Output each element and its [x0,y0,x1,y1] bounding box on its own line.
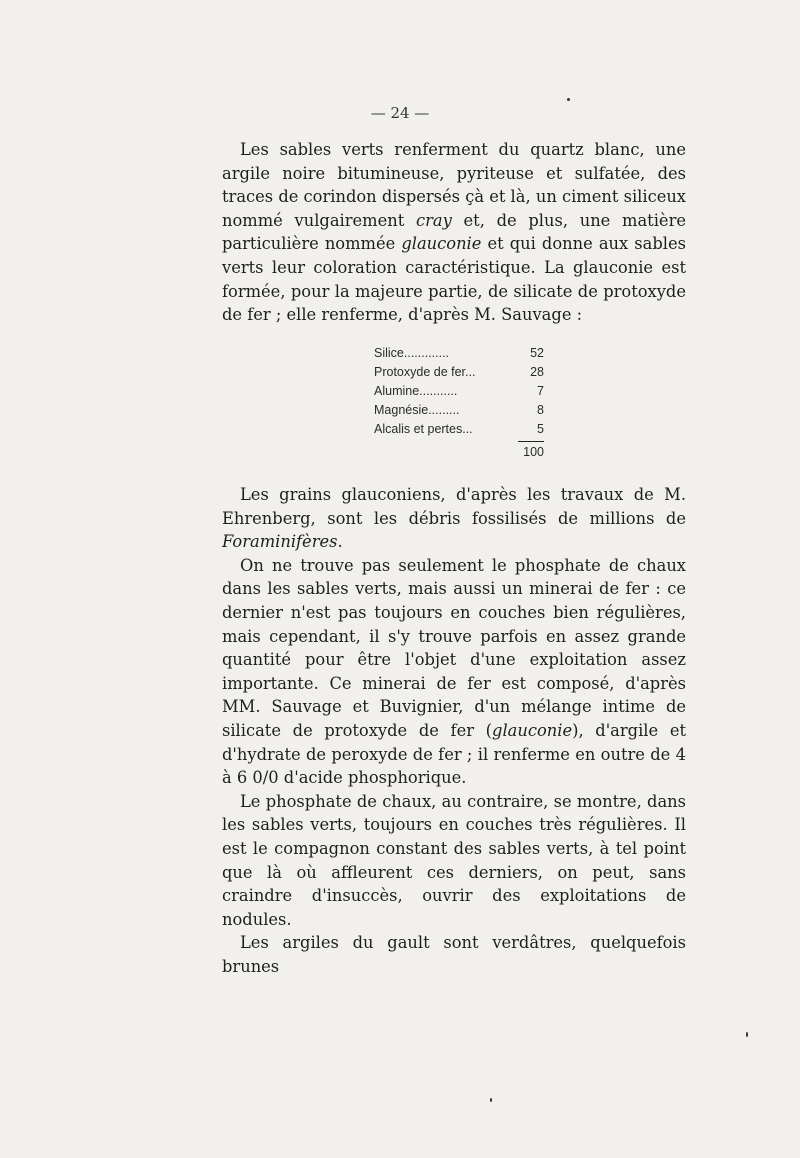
term-glauconie: glauconie [401,234,482,254]
composition-row [374,382,544,401]
paragraph-2-text-b: . [337,532,343,552]
paragraph-sables-verts [222,138,686,327]
term-glauconie-2: glauconie [492,720,573,740]
composition-name: Silice............. [374,346,450,360]
glauconie-composition-table [374,344,544,462]
composition-value: 5 [537,422,544,436]
paper-speck [490,1098,492,1102]
paragraph-1-text-a: Les sables verts renferment du quartz blanc, une argile noire bitumineuse, pyriteuse et sulfatée, des traces de corindon dispersés çà et là, un ciment siliceux nommé vulgairement [222,140,686,230]
paragraph-3-text-b: ), d'argile et d'hydrate de peroxyde de fer ; il renferme en outre de 4 à 6 0/0 d'acide phosphorique. [222,720,686,788]
paragraph-1 [222,138,686,327]
paragraph-3 [222,554,686,790]
composition-name: Alcalis et pertes... [374,422,473,436]
page-number: — 24 — [370,104,430,122]
paragraph-2 [222,483,686,554]
term-foraminiferes: Foraminifères [222,532,338,552]
composition-row [374,401,544,420]
paper-speck [567,98,570,101]
composition-value: 7 [537,384,544,398]
composition-row [374,420,544,439]
paragraph-2-text-a: Les grains glauconiens, d'après les travaux de M. Ehrenberg, sont les débris fossilisés de millions de [222,485,686,528]
composition-value: 8 [537,403,544,417]
composition-name: Alumine........... [374,384,458,398]
paragraph-5: Les argiles du gault sont verdâtres, quelquefois brunes [222,933,686,976]
composition-name: Magnésie......... [374,403,460,417]
paragraph-3-text-a: On ne trouve pas seulement le phosphate de chaux dans les sables verts, mais aussi un minerai de fer : ce dernier n'est pas toujours en couches bien régulières, mais cependant, il s'y trouve parfois en assez grande quantité pour être l'objet d'une exploitation assez importante. Ce minerai de fer est composé, d'après MM. Sauvage et Buvignier, d'un mélange intime de silicate de protoxyde de fer ( [222,555,686,740]
composition-total: 100 [523,445,544,459]
paper-speck [746,1032,748,1037]
composition-total-row [374,442,544,462]
paragraph-1-text-b: et, de plus, une matière particulière nommée [222,210,686,254]
paragraph-1-text-c: et qui donne aux sables verts leur coloration caractéristique. La glauconie est formée, pour la majeure partie, de silicate de protoxyde de fer ; elle renferme, d'après M. Sauvage : [222,234,686,325]
composition-row [374,363,544,382]
paragraph-4: Le phosphate de chaux, au contraire, se montre, dans les sables verts, toujours en couches très régulières. Il est le compagnon constant des sables verts, à tel point que là où affleurent ces derniers, on peut, sans craindre d'insuccès, ouvrir des exploitations de nodules. [222,791,686,929]
composition-value: 52 [530,346,544,360]
composition-name: Protoxyde de fer... [374,365,476,379]
main-text [222,483,686,978]
composition-value: 28 [530,365,544,379]
composition-row [374,344,544,363]
term-cray: cray [415,210,452,230]
